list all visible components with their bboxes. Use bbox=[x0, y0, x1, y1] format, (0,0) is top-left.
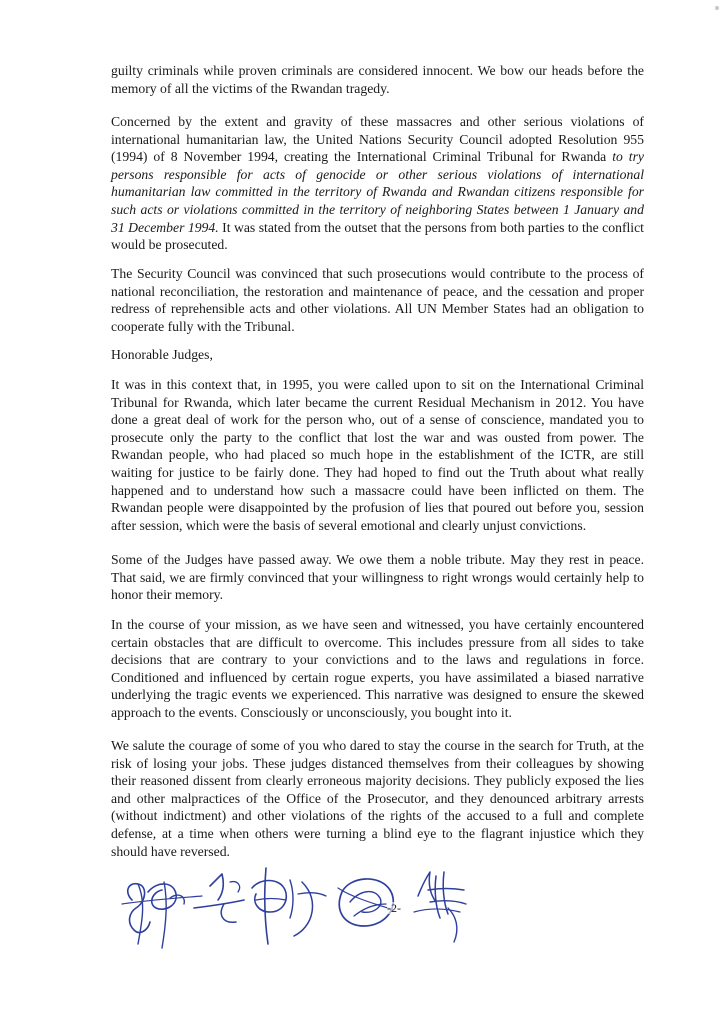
text-segment: We salute the courage of some of you who dared to stay the course in the search for Truth, at the risk of losing your jobs. These judges distanced themselves from their colleagues by showing their reasoned dissent from clearly erroneous majority decisions. They publicly exposed the lies and other malpractices of the Office of the Prosecutor, and they denounced arbitrary arrests (without indictment) and other violations of the rights of the accused to a full and complete defense, at a time when others were turning a blind eye to the flagrant injustice which they should have reversed. bbox=[111, 738, 644, 859]
text-segment: It was stated from the outset that the persons from both parties to the conflict would be prosecuted. bbox=[111, 219, 644, 253]
signature-4 bbox=[338, 879, 394, 926]
paragraph bbox=[111, 737, 644, 860]
signature-1 bbox=[122, 882, 202, 948]
corner-mark-icon bbox=[713, 4, 721, 12]
signature-3 bbox=[252, 868, 326, 944]
salutation bbox=[111, 346, 644, 364]
text-segment: Honorable Judges, bbox=[111, 347, 213, 362]
paragraph-text bbox=[111, 346, 644, 364]
paragraph-text bbox=[111, 265, 644, 335]
text-segment: Some of the Judges have passed away. We owe them a noble tribute. May they rest in peace. That said, we are firmly convinced that your willingness to right wrongs would certainly help to honor their memory. bbox=[111, 552, 644, 603]
paragraph-text bbox=[111, 376, 644, 534]
paragraph-text bbox=[111, 113, 644, 254]
paragraph-text bbox=[111, 62, 644, 97]
signature-5 bbox=[414, 872, 466, 942]
text-segment: It was in this context that, in 1995, you were called upon to sit on the International Criminal Tribunal for Rwanda, which later became the current Residual Mechanism in 2012. You have done a great deal of work for the person who, out of a sense of conscience, mandated you to prosecute only the party to the conflict that lost the war and was ousted from power. The Rwandan people, who had placed so much hope in the establishment of the ICTR, are still waiting for justice to be fairly done. They had hoped to find out the Truth about what really happened and to understand how such a massacre could have been inflicted on them. The Rwandan people were disappointed by the profusion of lies that poured out before you, session after session, which were the basis of several emotional and clearly unjust convictions. bbox=[111, 377, 644, 533]
page-number: -2- bbox=[387, 901, 401, 915]
paragraph-text bbox=[111, 551, 644, 604]
paragraph bbox=[111, 376, 644, 534]
text-segment: In the course of your mission, as we have seen and witnessed, you have certainly encountered certain obstacles that are difficult to overcome. This includes pressure from all sides to take decisions that are contrary to your convictions and to the laws and regulations in force. Conditioned and influenced by certain rogue experts, you have assimilated a biased narrative underlying the tragic events we experienced. This narrative was designed to ensure the skewed approach to the events. Consciously or unconsciously, you bought into it. bbox=[111, 617, 644, 720]
paragraph bbox=[111, 113, 644, 254]
handwritten-signatures bbox=[118, 852, 538, 962]
paragraph-text bbox=[111, 737, 644, 860]
text-segment: Concerned by the extent and gravity of these massacres and other serious violations of international humanitarian law, the United Nations Security Council adopted Resolution 955 (1994) of 8 November 1994, creating the International Criminal Tribunal for Rwanda bbox=[111, 114, 644, 165]
paragraph bbox=[111, 62, 644, 97]
signature-2 bbox=[194, 874, 244, 922]
text-segment: guilty criminals while proven criminals are considered innocent. We bow our heads before the memory of all the victims of the Rwandan tragedy. bbox=[111, 63, 644, 96]
paragraph bbox=[111, 265, 644, 335]
paragraph bbox=[111, 551, 644, 604]
italic-text-segment: to try persons responsible for acts of genocide or other serious violations of international humanitarian law committed in the territory of Rwanda and Rwandan citizens responsible for such acts or violations committed in the territory of neighboring States between 1 January and 31 December 1994. bbox=[111, 149, 644, 235]
text-segment: The Security Council was convinced that such prosecutions would contribute to the process of national reconciliation, the restoration and maintenance of peace, and the cessation and proper redress of reprehensible acts and other violations. All UN Member States had an obligation to cooperate fully with the Tribunal. bbox=[111, 266, 644, 334]
paragraph bbox=[111, 616, 644, 722]
paragraph-text bbox=[111, 616, 644, 722]
